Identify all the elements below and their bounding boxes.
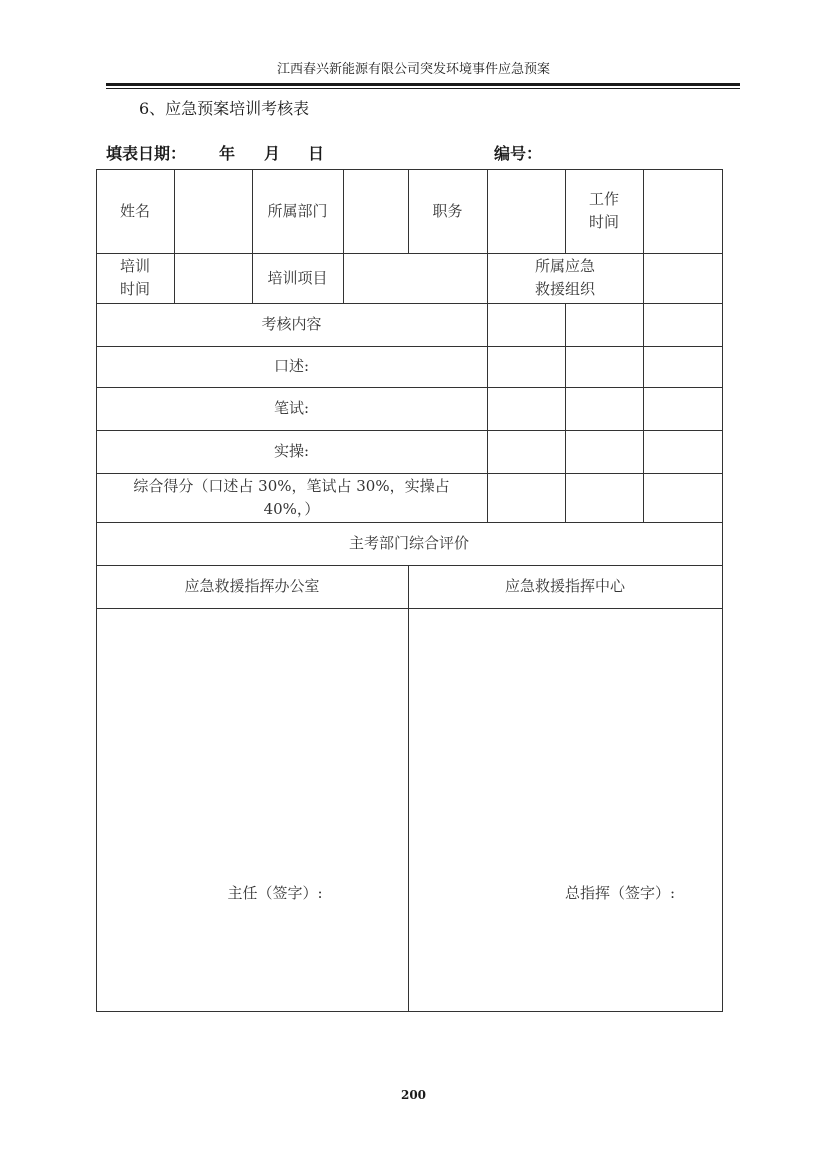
- training-item-label: [252, 253, 343, 303]
- work-time-line-2: 时间: [588, 213, 619, 231]
- score-cell[interactable]: [487, 430, 565, 473]
- header-title: 江西春兴新能源有限公司突发环境事件应急预案: [276, 62, 550, 77]
- score-cell[interactable]: [643, 303, 722, 346]
- score-cell[interactable]: [565, 430, 643, 473]
- department-value-cell[interactable]: [343, 169, 408, 253]
- work-time-value-cell[interactable]: [643, 169, 722, 253]
- position-label-text: 职务: [432, 201, 463, 220]
- score-cell[interactable]: [565, 387, 643, 430]
- header-rule-thick: [106, 83, 740, 86]
- practical-label: [96, 430, 487, 473]
- page-number: 200: [400, 1088, 427, 1102]
- score-cell[interactable]: [487, 346, 565, 387]
- office-comment-area[interactable]: [96, 608, 408, 1011]
- score-cell[interactable]: [643, 473, 722, 522]
- score-cell[interactable]: [643, 430, 722, 473]
- oral-label: [96, 346, 487, 387]
- score-cell[interactable]: [487, 303, 565, 346]
- director-signature-text: 主任（签字）:: [227, 883, 323, 902]
- center-label: [408, 565, 722, 608]
- oral-label-text: 口述:: [273, 357, 310, 375]
- department-label-text: 所属部门: [267, 201, 328, 220]
- director-signature-label: [200, 880, 350, 906]
- name-value-cell[interactable]: [174, 169, 252, 253]
- meta-year: 年: [219, 144, 236, 163]
- header-rule-thin: [106, 88, 740, 89]
- total-score-line-1: 综合得分（口述占 30%，笔试占 30%，实操占: [133, 476, 450, 495]
- center-comment-area[interactable]: [408, 608, 722, 1011]
- position-value-cell[interactable]: [487, 169, 565, 253]
- training-time-line-2: 时间: [119, 280, 150, 298]
- commander-signature-text: 总指挥（签字）:: [564, 883, 676, 902]
- section-title: 6、应急预案培训考核表: [139, 99, 310, 118]
- assessment-content-text: 考核内容: [261, 315, 322, 333]
- training-item-label-text: 培训项目: [267, 268, 328, 287]
- practical-label-text: 实操:: [273, 442, 310, 460]
- meta-month: 月: [264, 144, 281, 163]
- score-cell[interactable]: [487, 387, 565, 430]
- total-score-line-2: 40%，）: [263, 499, 320, 518]
- meta-date-label: 填表日期：: [106, 144, 187, 163]
- training-item-value-cell[interactable]: [343, 253, 487, 303]
- name-label: [96, 169, 174, 253]
- training-time-label: [96, 253, 174, 303]
- score-cell[interactable]: [565, 473, 643, 522]
- commander-signature-label: [545, 880, 695, 906]
- rescue-org-line-1: 所属应急: [534, 257, 595, 275]
- evaluation-label-text: 主考部门综合评价: [348, 534, 469, 552]
- grid-line: [96, 1011, 723, 1012]
- score-cell[interactable]: [487, 473, 565, 522]
- written-label: [96, 387, 487, 430]
- office-label: [96, 565, 408, 608]
- training-time-line-1: 培训: [119, 257, 150, 275]
- rescue-org-value-cell[interactable]: [643, 253, 722, 303]
- meta-number-label: 编号：: [494, 144, 543, 163]
- training-time-value-cell[interactable]: [174, 253, 252, 303]
- rescue-org-line-2: 救援组织: [534, 280, 595, 298]
- score-cell[interactable]: [643, 346, 722, 387]
- grid-line: [722, 169, 723, 1012]
- work-time-line-1: 工作: [588, 190, 619, 208]
- score-cell[interactable]: [643, 387, 722, 430]
- center-label-text: 应急救援指挥中心: [504, 577, 625, 595]
- total-score-label: [96, 473, 487, 522]
- written-label-text: 笔试:: [273, 399, 310, 417]
- evaluation-label: [96, 522, 722, 565]
- position-label: [408, 169, 487, 253]
- office-label-text: 应急救援指挥办公室: [184, 577, 320, 595]
- score-cell[interactable]: [565, 346, 643, 387]
- department-label: [252, 169, 343, 253]
- name-label-text: 姓名: [119, 201, 150, 220]
- assessment-content-label: [96, 303, 487, 346]
- score-cell[interactable]: [565, 303, 643, 346]
- meta-day: 日: [308, 144, 325, 163]
- work-time-label: [565, 169, 643, 253]
- rescue-org-label: [487, 253, 643, 303]
